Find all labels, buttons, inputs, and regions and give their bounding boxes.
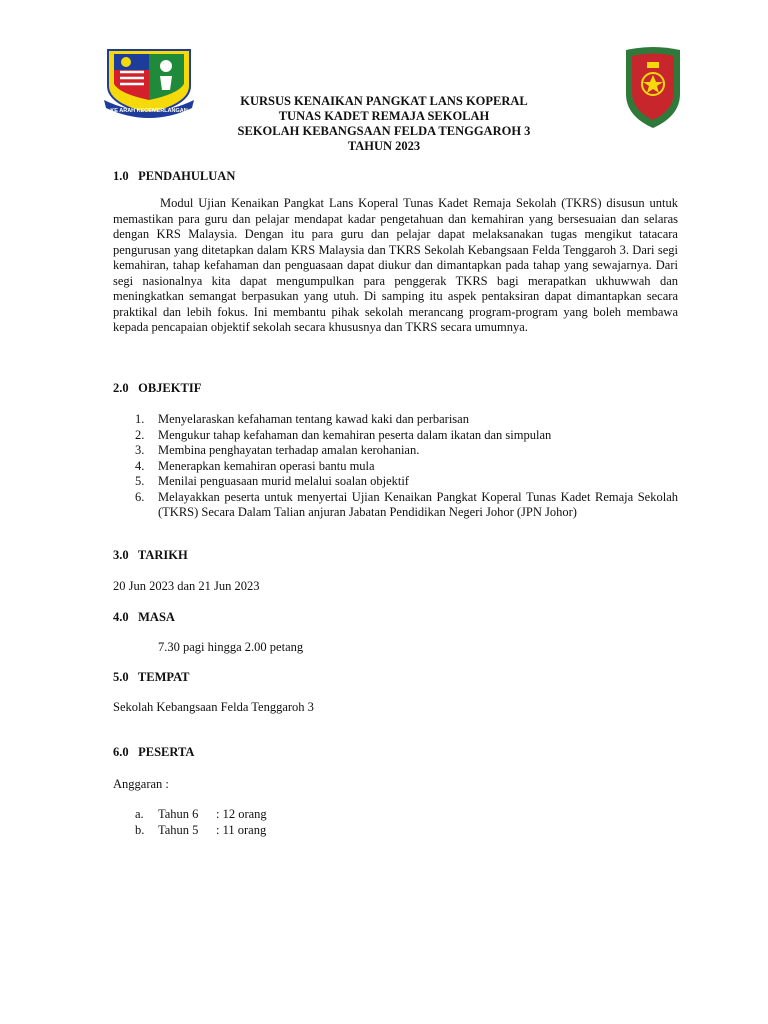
- list-item-text: Melayakkan peserta untuk menyertai Ujian Kenaikan Pangkat Koperal Tunas Kadet Remaja Sekolah (TKRS) Secara Dalam Talian anjuran Jabatan Pendidikan Negeri Johor (JPN Johor): [158, 489, 678, 519]
- masa-value: 7.30 pagi hingga 2.00 petang: [158, 640, 304, 654]
- list-item: [113, 490, 678, 521]
- section-heading-tarikh: [113, 548, 188, 563]
- objektif-list: [113, 412, 678, 521]
- section-title: PENDAHULUAN: [138, 169, 236, 183]
- title-line: TUNAS KADET REMAJA SEKOLAH: [278, 109, 490, 123]
- list-item-text: Menerapkan kemahiran operasi bantu mula: [158, 458, 375, 473]
- section-heading-peserta: [113, 745, 194, 760]
- title-line: TAHUN 2023: [347, 139, 421, 153]
- tarikh-value: 20 Jun 2023 dan 21 Jun 2023: [113, 579, 260, 593]
- list-item-text: Mengukur tahap kefahaman dan kemahiran peserta dalam ikatan dan simpulan: [158, 427, 552, 442]
- section-heading-masa: [113, 610, 175, 625]
- peserta-intro: Anggaran :: [113, 777, 169, 791]
- section-heading-tempat: [113, 670, 190, 685]
- peserta-list: [113, 807, 267, 838]
- list-marker: 6.: [135, 489, 145, 504]
- list-marker: a.: [135, 807, 144, 821]
- list-item: [113, 443, 678, 459]
- list-marker: 1.: [135, 412, 145, 426]
- list-marker: b.: [135, 822, 145, 837]
- section-number: 1.0: [113, 169, 129, 183]
- list-item: [113, 459, 678, 475]
- list-item-text: Menyelaraskan kefahaman tentang kawad kaki dan perbarisan: [158, 412, 469, 426]
- title-line: KURSUS KENAIKAN PANGKAT LANS KOPERAL: [240, 94, 528, 108]
- section-title: MASA: [138, 610, 175, 624]
- peserta-count: : 11 orang: [216, 822, 267, 837]
- list-item: [113, 807, 267, 823]
- section-heading-pendahuluan: [113, 169, 235, 184]
- list-item-text: Menilai penguasaan murid melalui soalan objektif: [158, 474, 409, 488]
- list-marker: 5.: [135, 474, 145, 488]
- list-item: [113, 474, 678, 490]
- section-number: 6.0: [113, 745, 129, 759]
- list-item: [113, 412, 678, 428]
- peserta-label: Tahun 5: [158, 822, 199, 837]
- peserta-label: Tahun 6: [158, 807, 199, 821]
- list-marker: 4.: [135, 458, 145, 473]
- section-number: 5.0: [113, 670, 129, 684]
- list-item: [113, 823, 267, 839]
- document-title: [0, 94, 768, 154]
- list-item-text: Membina penghayatan terhadap amalan kerohanian.: [158, 443, 420, 457]
- section-title: PESERTA: [138, 745, 195, 759]
- section-number: 2.0: [113, 381, 129, 395]
- list-item: [113, 428, 678, 444]
- peserta-count: : 12 orang: [216, 807, 267, 821]
- section-title: OBJEKTIF: [138, 381, 202, 395]
- section-number: 3.0: [113, 548, 129, 562]
- pendahuluan-paragraph: Modul Ujian Kenaikan Pangkat Lans Koperal Tunas Kadet Remaja Sekolah (TKRS) disusun untuk memastikan para guru dan pelajar mendapat kadar pengetahuan dan kemahiran yang bersesuaian dan selaras dengan KRS Malaysia. Dengan itu para guru dan pelajar dapat melaksanakan tugas mengikut tatacara pengurusan yang ditetapkan dalam KRS Malaysia dan TKRS Sekolah Kebangsaan Felda Tenggaroh 3. Dari segi kemahiran, tahap kefahaman dan penguasaan dapat diukur dan dimantapkan pada tahap yang sewajarnya. Dari segi nasionalnya kita dapat mengumpulkan para penggerak TKRS bagi merapatkan ukhuwwah dan meningkatkan semangat berpasukan yang utuh. Di samping itu aspek pentaksiran dapat dimantapkan secara praktikal dan lebih fokus. Ini membantu pihak sekolah merancang program-program yang boleh membawa kepada pencapaian objektif sekolah secara khususnya dan TKRS secara umumnya.: [113, 196, 678, 334]
- section-title: TEMPAT: [137, 670, 190, 684]
- title-line: SEKOLAH KEBANGSAAN FELDA TENGGAROH 3: [237, 124, 531, 138]
- crest-motto: KE ARAH KECEMERLANGAN: [110, 108, 188, 114]
- section-number: 4.0: [113, 610, 129, 624]
- section-heading-objektif: [113, 381, 201, 396]
- list-marker: 2.: [135, 427, 145, 442]
- tempat-value: Sekolah Kebangsaan Felda Tenggaroh 3: [113, 700, 314, 714]
- section-title: TARIKH: [137, 548, 188, 562]
- list-marker: 3.: [135, 443, 145, 457]
